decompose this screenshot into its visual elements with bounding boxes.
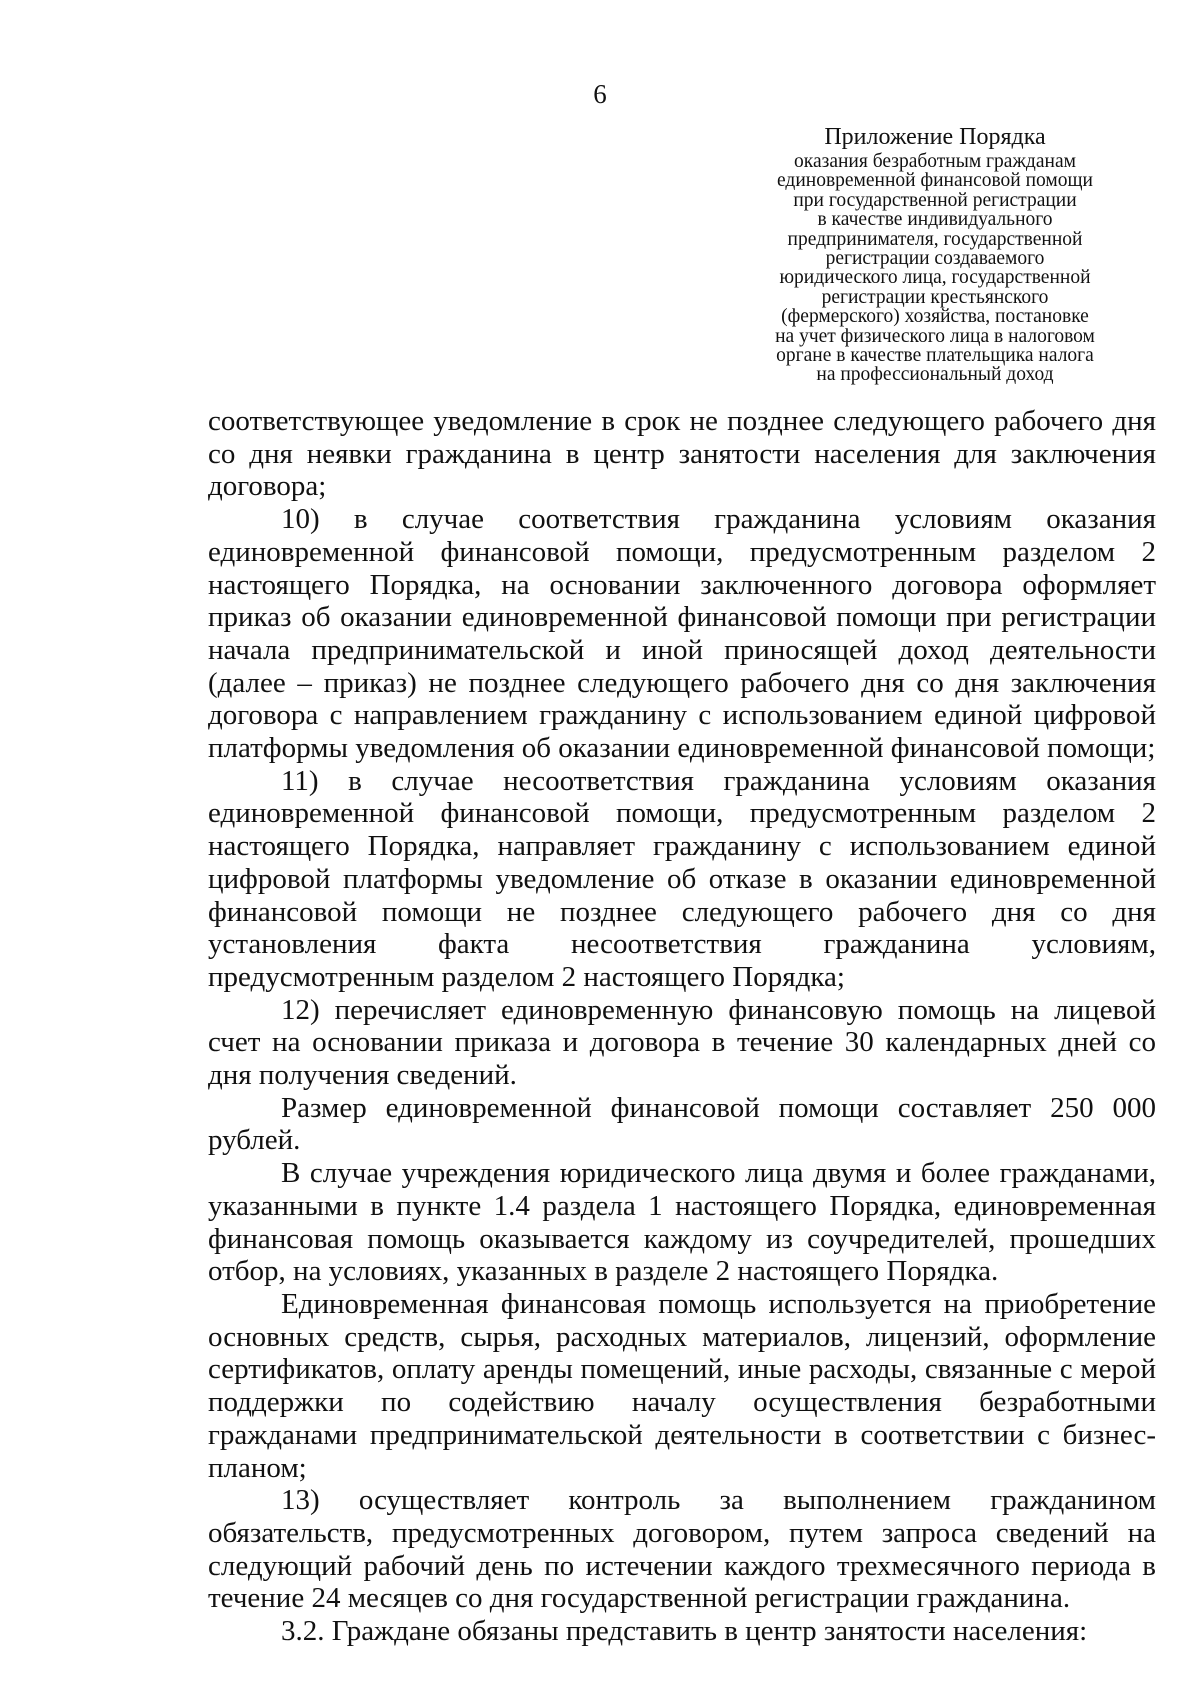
annex-line: (фермерского) хозяйства, постановке: [781, 306, 1089, 328]
paragraph-item-10: 10) в случае соответствия гражданина условиям оказания единовременной финансовой помощи, предусмотренным разделом 2 настоящего Порядка, на основании заключенного договора оформляет приказ об оказании единовременной финансовой помощи при регистрации начала предпринимательской и иной приносящей доход деятельности (далее – приказ) не позднее следующего рабочего дня со дня заключения договора с направлением гражданину с использованием единой цифровой платформы уведомления об оказании единовременной финансовой помощи;: [208, 503, 1156, 765]
body-text: [208, 405, 1156, 1648]
paragraph-item-13: 13) осуществляет контроль за выполнением гражданином обязательств, предусмотренных договором, путем запроса сведений на следующий рабочий день по истечении каждого трехмесячного периода в течение 24 месяцев со дня государственной регистрации гражданина.: [208, 1484, 1156, 1615]
annex-line: органе в качестве плательщика налога: [776, 345, 1094, 367]
annex-line: регистрации крестьянского: [821, 286, 1049, 308]
annex-title: Приложение Порядка: [824, 124, 1046, 150]
annex-line: единовременной финансовой помощи: [777, 170, 1093, 192]
annex-header: [700, 122, 1170, 385]
paragraph: В случае учреждения юридического лица двумя и более гражданами, указанными в пункте 1.4 раздела 1 настоящего Порядка, единовременная финансовая помощь оказывается каждому из соучредителей, прошедших отбор, на условиях, указанных в разделе 2 настоящего Порядка.: [208, 1157, 1156, 1288]
annex-line: юридического лица, государственной: [779, 267, 1091, 289]
annex-line: предпринимателя, государственной: [787, 228, 1083, 250]
annex-line: регистрации создаваемого: [825, 248, 1045, 270]
paragraph-amount: Размер единовременной финансовой помощи составляет 250 000 рублей.: [208, 1091, 1156, 1157]
annex-line: оказания безработным гражданам: [794, 151, 1076, 172]
paragraph-item-11: 11) в случае несоответствия гражданина условиям оказания единовременной финансовой помощи, предусмотренным разделом 2 настоящего Порядка, направляет гражданину с использованием единой цифровой платформы уведомление об отказе в оказании единовременной финансовой помощи не позднее следующего рабочего дня со дня установления факта несоответствия гражданина условиям, предусмотренным разделом 2 настоящего Порядка;: [208, 764, 1156, 993]
annex-line: на учет физического лица в налоговом: [775, 325, 1095, 347]
paragraph: Единовременная финансовая помощь используется на приобретение основных средств, сырья, расходных материалов, лицензий, оформление сертификатов, оплату аренды помещений, иные расходы, связанные с мерой поддержки по содействию началу осуществления безработными гражданами предпринимательской деятельности в соответствии с бизнес-планом;: [208, 1287, 1156, 1484]
annex-line: в качестве индивидуального: [817, 209, 1053, 231]
paragraph-item-12: 12) перечисляет единовременную финансовую помощь на лицевой счет на основании приказа и договора в течение 30 календарных дней со дня получения сведений.: [208, 993, 1156, 1092]
page-number: 6: [593, 79, 607, 109]
paragraph-section-3-2: 3.2. Граждане обязаны представить в центр занятости населения:: [281, 1615, 1088, 1648]
annex-line: при государственной регистрации: [793, 189, 1077, 211]
annex-line: на профессиональный доход: [816, 364, 1054, 386]
paragraph: соответствующее уведомление в срок не позднее следующего рабочего дня со дня неявки гражданина в центр занятости населения для заключения договора;: [208, 405, 1156, 503]
